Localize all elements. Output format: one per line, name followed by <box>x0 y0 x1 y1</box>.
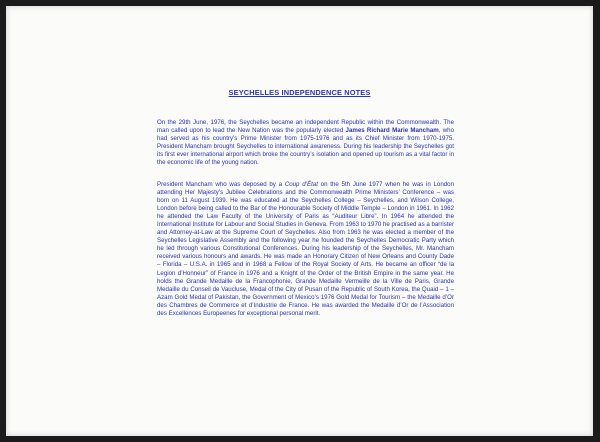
document-title: SEYCHELLES INDEPENDENCE NOTES <box>228 88 371 97</box>
paragraph-1-text-b: , who had served as his country’s Prime Minister from 1975-1976 and as its Chief Minister from 1970-1975. President Mancham brought Seychelles to international awareness. During his leadership the Seychelles got its first ever international airport which broke the country’s isolation and opened up tourism as a vital factor in the economic life of the young nation. <box>157 127 454 167</box>
paragraph-biography <box>157 181 454 318</box>
paragraph-2-text-b: on the 5th June 1977 when he was in London attending Her Majesty’s Jubilee Celebrations and the Commonwealth Prime Ministers’ Conference – was born on 11 August 1939. He was educated at the Seychelles College – Seychelles, and Wilson College, London before being called to the Bar of the Honourable Society of Middle Temple – London in 1961. In 1962 he attended the Law Faculty of the University of Paris as “Auditeur Libre”. In 1964 he attended the International Institute for Labour and Social Studies in Geneva. From 1963 to 1970 he practised as a barrister and Attorney-at-Law at the Supreme Court of Seychelles. Also from 1963 he was elected a member of the Seychelles Legislative Assembly and the following year he founded the Seychelles Democratic Party which he led through various Constitutional Conferences. During his leadership of the Seychelles, Mr. Mancham received various honours and awards. He was made an Honorary Citizen of New Orleans and County Dade – Florida – U.S.A. in 1965 and in 1968 a Fellow of the Royal Society of Arts. He became an officer “de la Legion d’Honneur” of France in 1976 and a Knight of the Order of the British Empire in the same year. He holds the Grande Medaille de la Francophonie, Grande Medaille Vermeille de la Ville de Paris, Grande Medaille du Conseil de Vaucluse, Medal of the City of Pusan of the Republic of South Korea, the Quaid – 1 – Azam Gold Medal of Pakistan, the Government of Mexico’s 1976 Gold Medal for Tourism – the Medaille d’Or des Chambres de Commerce et d’Industrie de France. He was awarded the Medaille d’Or de l’Association des Excellences Europeenes for exceptional personal merit. <box>157 181 455 317</box>
mancham-full-name: James Richard Marie Mancham <box>345 127 439 135</box>
paragraph-1-text-a: On the 29th June, 1976, the Seychelles became an independent Republic within the Commonwealth. The man called upon to lead the New Nation was the popularly elected <box>157 119 454 135</box>
coup-detat-term: Coup d’État <box>284 181 318 188</box>
paragraph-independence <box>157 119 454 167</box>
paragraph-2-text-a: President Mancham who was deposed by a <box>157 181 285 188</box>
document-sheet <box>6 6 593 436</box>
